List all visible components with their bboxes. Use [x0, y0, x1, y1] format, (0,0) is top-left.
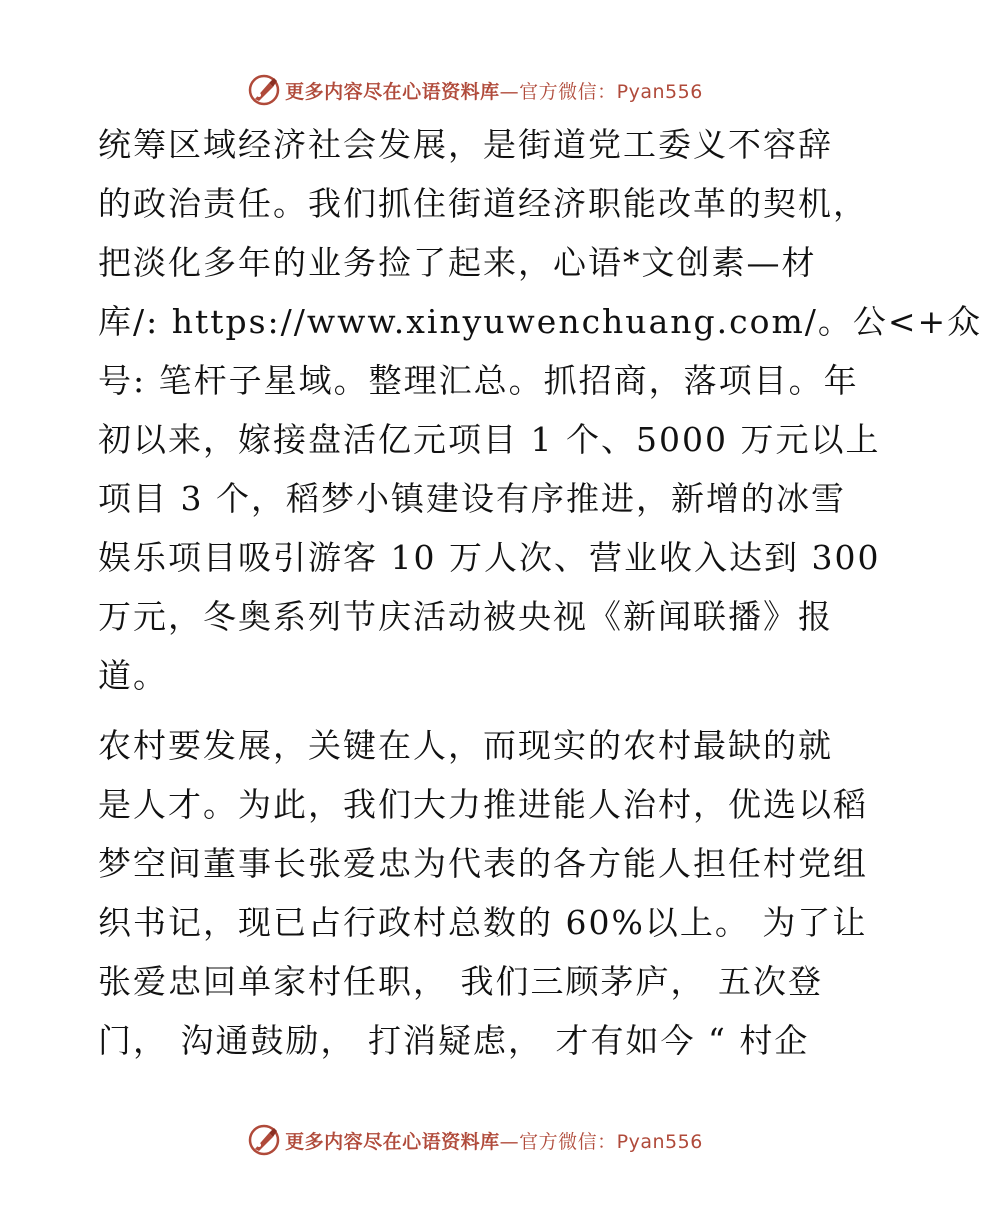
- header-banner-bold: 更多内容尽在心语资料库: [285, 80, 500, 103]
- footer-banner-bold: 更多内容尽在心语资料库: [285, 1130, 500, 1153]
- header-banner-text: [285, 77, 703, 104]
- text-line: 娱乐项目吸引游客 10 万人次、营业收入达到 300: [98, 538, 881, 577]
- text-line: 织书记，现已占行政村总数的 60%以上。 为了让: [98, 903, 868, 942]
- text-line: 项目 3 个，稻梦小镇建设有序推进，新增的冰雪: [98, 479, 846, 518]
- pen-logo-icon: [247, 1123, 281, 1157]
- footer-banner-text: [285, 1127, 703, 1154]
- pen-logo-icon: [247, 73, 281, 107]
- paragraph-1: [98, 115, 982, 705]
- text-line: 梦空间董事长张爱忠为代表的各方能人担任村党组: [98, 844, 868, 883]
- footer-banner: [0, 1120, 950, 1160]
- text-line: 统筹区域经济社会发展，是街道党工委义不容辞: [98, 125, 833, 164]
- text-line: 张爱忠回单家村任职， 我们三顾茅庐， 五次登: [98, 962, 823, 1001]
- text-line: 门， 沟通鼓励， 打消疑虑， 才有如今 “ 村企: [98, 1021, 810, 1060]
- text-line: 是人才。为此，我们大力推进能人治村，优选以稻: [98, 785, 868, 824]
- text-line: 万元，冬奥系列节庆活动被央视《新闻联播》报: [98, 597, 833, 636]
- text-line: 道。: [98, 656, 168, 695]
- text-line: 把淡化多年的业务捡了起来，心语*文创素—材: [98, 243, 817, 282]
- text-line: 初以来，嫁接盘活亿元项目 1 个、5000 万元以上: [98, 420, 881, 459]
- text-line: 号: 笔杆子星域。整理汇总。抓招商，落项目。年: [98, 361, 859, 400]
- header-banner-plain: —官方微信：Pyan556: [499, 80, 703, 103]
- text-line: 农村要发展，关键在人，而现实的农村最缺的就: [98, 726, 833, 765]
- footer-banner-plain: —官方微信：Pyan556: [499, 1130, 703, 1153]
- header-banner: [0, 70, 950, 110]
- document-body: [98, 115, 982, 1070]
- text-line: 的政治责任。我们抓住街道经济职能改革的契机，: [98, 184, 868, 223]
- text-line: 库/: https://www.xinyuwenchuang.com/。公<+众: [98, 302, 982, 341]
- paragraph-2: [98, 716, 868, 1070]
